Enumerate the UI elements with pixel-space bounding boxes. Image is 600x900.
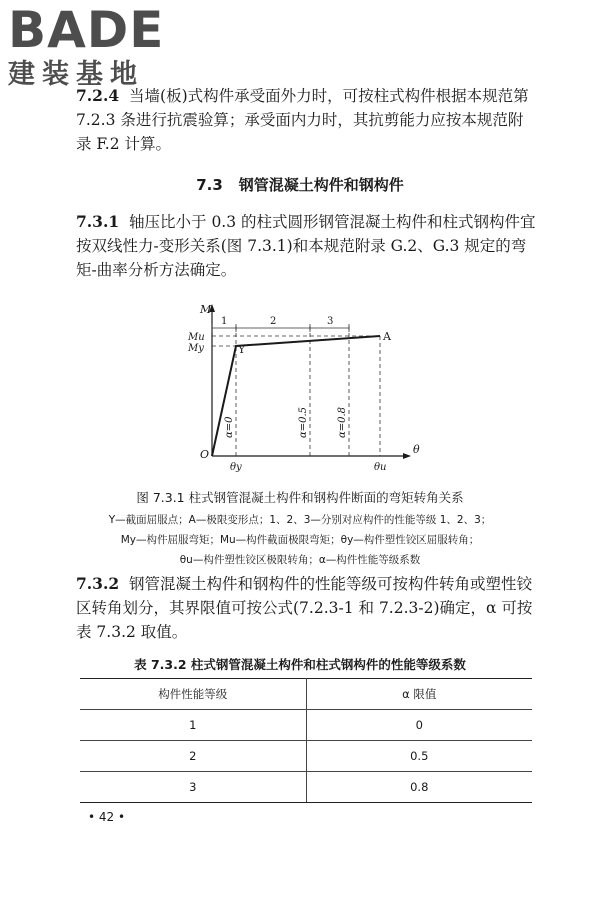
clause-text: 钢管混凝土构件和钢构件的性能等级可按构件转角或塑性铰区转角划分，其界限值可按公式(7.2.3-1 和 7.2.3-2)确定，α 可按表 7.3.2 取值。 bbox=[76, 575, 533, 641]
cell-level: 3 bbox=[80, 772, 306, 803]
label-my: My bbox=[188, 343, 204, 354]
label-theta-y: θy bbox=[230, 462, 242, 473]
label-y-point: Y bbox=[238, 343, 246, 356]
clause-7-3-1 bbox=[76, 210, 536, 282]
figure-note-2: My—构件屈服弯矩；Mu—构件截面极限弯矩；θy—构件塑性铰区屈服转角； bbox=[120, 534, 480, 546]
section-heading bbox=[0, 175, 600, 195]
cell-alpha: 0 bbox=[306, 710, 532, 741]
segment-1-label: 1 bbox=[221, 316, 228, 327]
clause-number: 7.3.1 bbox=[76, 212, 120, 231]
table-header-row bbox=[80, 679, 532, 710]
clause-text: 轴压比小于 0.3 的柱式圆形钢管混凝土构件和柱式钢构件宜按双线性力-变形关系(图 7.3.1)和本规范附录 G.2、G.3 规定的弯矩-曲率分析方法确定。 bbox=[76, 213, 536, 279]
label-origin: O bbox=[200, 448, 210, 461]
logo-subtitle: 建装基地 bbox=[8, 59, 144, 90]
table-row bbox=[80, 710, 532, 741]
header-alpha-limit: α 限值 bbox=[306, 679, 532, 710]
clause-number: 7.3.2 bbox=[76, 574, 120, 593]
figure-caption: 图 7.3.1 柱式钢管混凝土构件和钢构件断面的弯矩转角关系 bbox=[136, 490, 464, 505]
figure-note-3: θu—构件塑性铰区极限转角；α—构件性能等级系数 bbox=[179, 554, 421, 566]
segment-3-label: 3 bbox=[327, 316, 334, 327]
publisher-logo bbox=[8, 1, 178, 94]
logo-wordmark: BADE bbox=[8, 1, 165, 59]
section-number: 7.3 bbox=[196, 176, 223, 194]
clause-number: 7.2.4 bbox=[76, 86, 120, 105]
table-title: 表 7.3.2 柱式钢管混凝土构件和柱式钢构件的性能等级系数 bbox=[134, 657, 466, 672]
cell-level: 1 bbox=[80, 710, 306, 741]
cell-alpha: 0.5 bbox=[306, 741, 532, 772]
label-m: M bbox=[200, 303, 212, 316]
clause-7-2-4 bbox=[76, 84, 536, 156]
clause-7-3-2 bbox=[76, 572, 536, 644]
segment-2-label: 2 bbox=[270, 316, 277, 327]
theta-axis-arrow-icon bbox=[403, 453, 411, 459]
page-number: • 42 • bbox=[88, 810, 126, 824]
label-mu: Mu bbox=[188, 332, 205, 343]
alpha05-label: α=0.5 bbox=[298, 406, 309, 438]
label-theta-u: θu bbox=[374, 462, 387, 473]
moment-rotation-diagram bbox=[180, 298, 430, 473]
table-row bbox=[80, 741, 532, 772]
clause-text: 当墙(板)式构件承受面外力时，可按柱式构件根据本规范第 7.2.3 条进行抗震验算；承受面内力时，其抗剪能力应按本规范附录 F.2 计算。 bbox=[76, 87, 529, 153]
alpha08-label: α=0.8 bbox=[337, 406, 348, 438]
header-performance-level: 构件性能等级 bbox=[80, 679, 306, 710]
table-row bbox=[80, 772, 532, 803]
figure-note-1: Y—截面屈服点；A—极限变形点；1、2、3—分别对应构件的性能等级 1、2、3； bbox=[108, 514, 492, 526]
alpha0-label: α=0 bbox=[224, 416, 235, 438]
cell-alpha: 0.8 bbox=[306, 772, 532, 803]
cell-level: 2 bbox=[80, 741, 306, 772]
section-title: 钢管混凝土构件和钢构件 bbox=[238, 176, 404, 194]
label-theta: θ bbox=[413, 443, 420, 456]
label-a-point: A bbox=[383, 330, 391, 343]
performance-coefficient-table bbox=[80, 678, 532, 803]
